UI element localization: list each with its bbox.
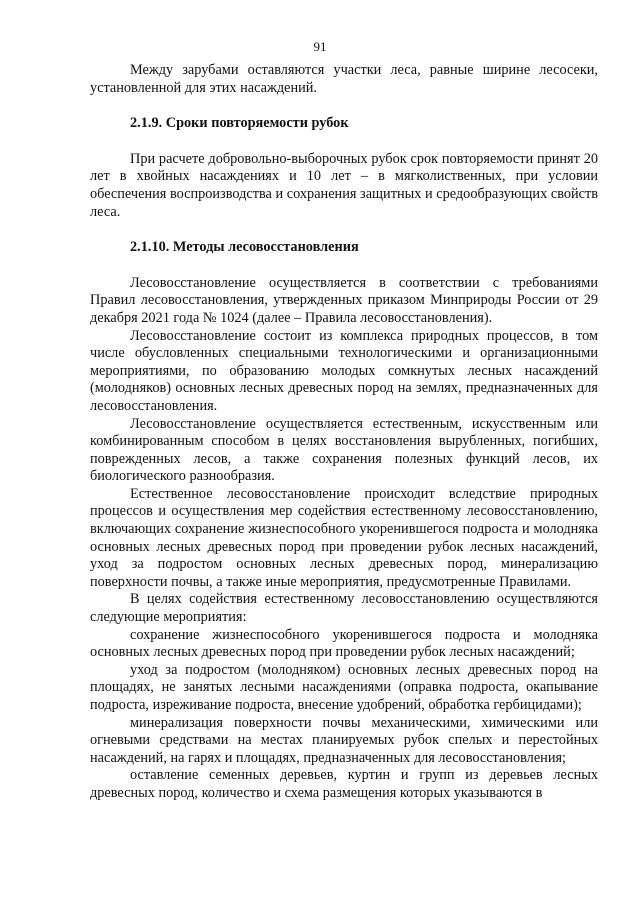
page-number: 91 [313, 39, 327, 54]
paragraph: Лесовосстановление состоит из комплекса природных процессов, в том числе обусловленных специальными технологическими и организационными мероприятиями, по образованию молодых сомкнутых лесных насаждений (молодняков) основных лесных древесных пород на землях, предназначенных для лесовосстановления. [90, 327, 598, 414]
paragraph: Естественное лесовосстановление происходит вследствие природных процессов и осуществления мер содействия естественному лесовосстановлению, включающих сохранение жизнеспособного укоренившегося подроста и молодняка основных лесных древесных пород при проведении рубок лесных насаждений, уход за подростом основных лесных древесных пород, минерализацию поверхности почвы, а также иные мероприятия, предусмотренные Правилами. [90, 485, 598, 590]
paragraph: В целях содействия естественному лесовосстановлению осуществляются следующие мероприятия: [90, 591, 598, 626]
list-item: уход за подростом (молодняком) основных лесных древесных пород на площадях, не занятых лесными насаждениями (оправка подроста, окапывание подроста, изреживание подроста, внесение удобрений, обработка гербицидами); [90, 661, 598, 713]
list-item: сохранение жизнеспособного укоренившегося подроста и молодняка основных лесных древесных пород при проведении рубок лесных насаждений; [90, 626, 598, 661]
paragraph: Лесовосстановление осуществляется в соответствии с требованиями Правил лесовосстановления, утвержденных приказом Минприроды России от 29 декабря 2021 года № 1024 (далее – Правила лесовосстановления). [90, 274, 598, 326]
document-body [90, 62, 598, 803]
list-item: оставление семенных деревьев, куртин и групп из деревьев лесных древесных пород, количество и схема размещения которых указываются в [90, 767, 598, 801]
paragraph: Лесовосстановление осуществляется естественным, искусственным или комбинированным способом в целях восстановления вырубленных, погибших, поврежденных лесов, а также сохранения полезных функций лесов, их биологического разнообразия. [90, 415, 598, 485]
paragraph: Между зарубами оставляются участки леса, равные ширине лесосеки, установленной для этих насаждений. [90, 62, 598, 96]
paragraph: При расчете добровольно-выборочных рубок срок повторяемости принят 20 лет в хвойных насаждениях и 10 лет – в мягколиственных, при условии обеспечения воспроизводства и сохранения защитных и средообразующих свойств леса. [90, 150, 598, 220]
section-heading: 2.1.10. Методы лесовосстановления [130, 239, 359, 256]
section-heading: 2.1.9. Сроки повторяемости рубок [130, 115, 349, 132]
list-item: минерализация поверхности почвы механическими, химическими или огневыми средствами на местах планируемых рубок спелых и перестойных насаждений, на гарях и площадях, предназначенных для лесовосстановления; [90, 714, 598, 766]
